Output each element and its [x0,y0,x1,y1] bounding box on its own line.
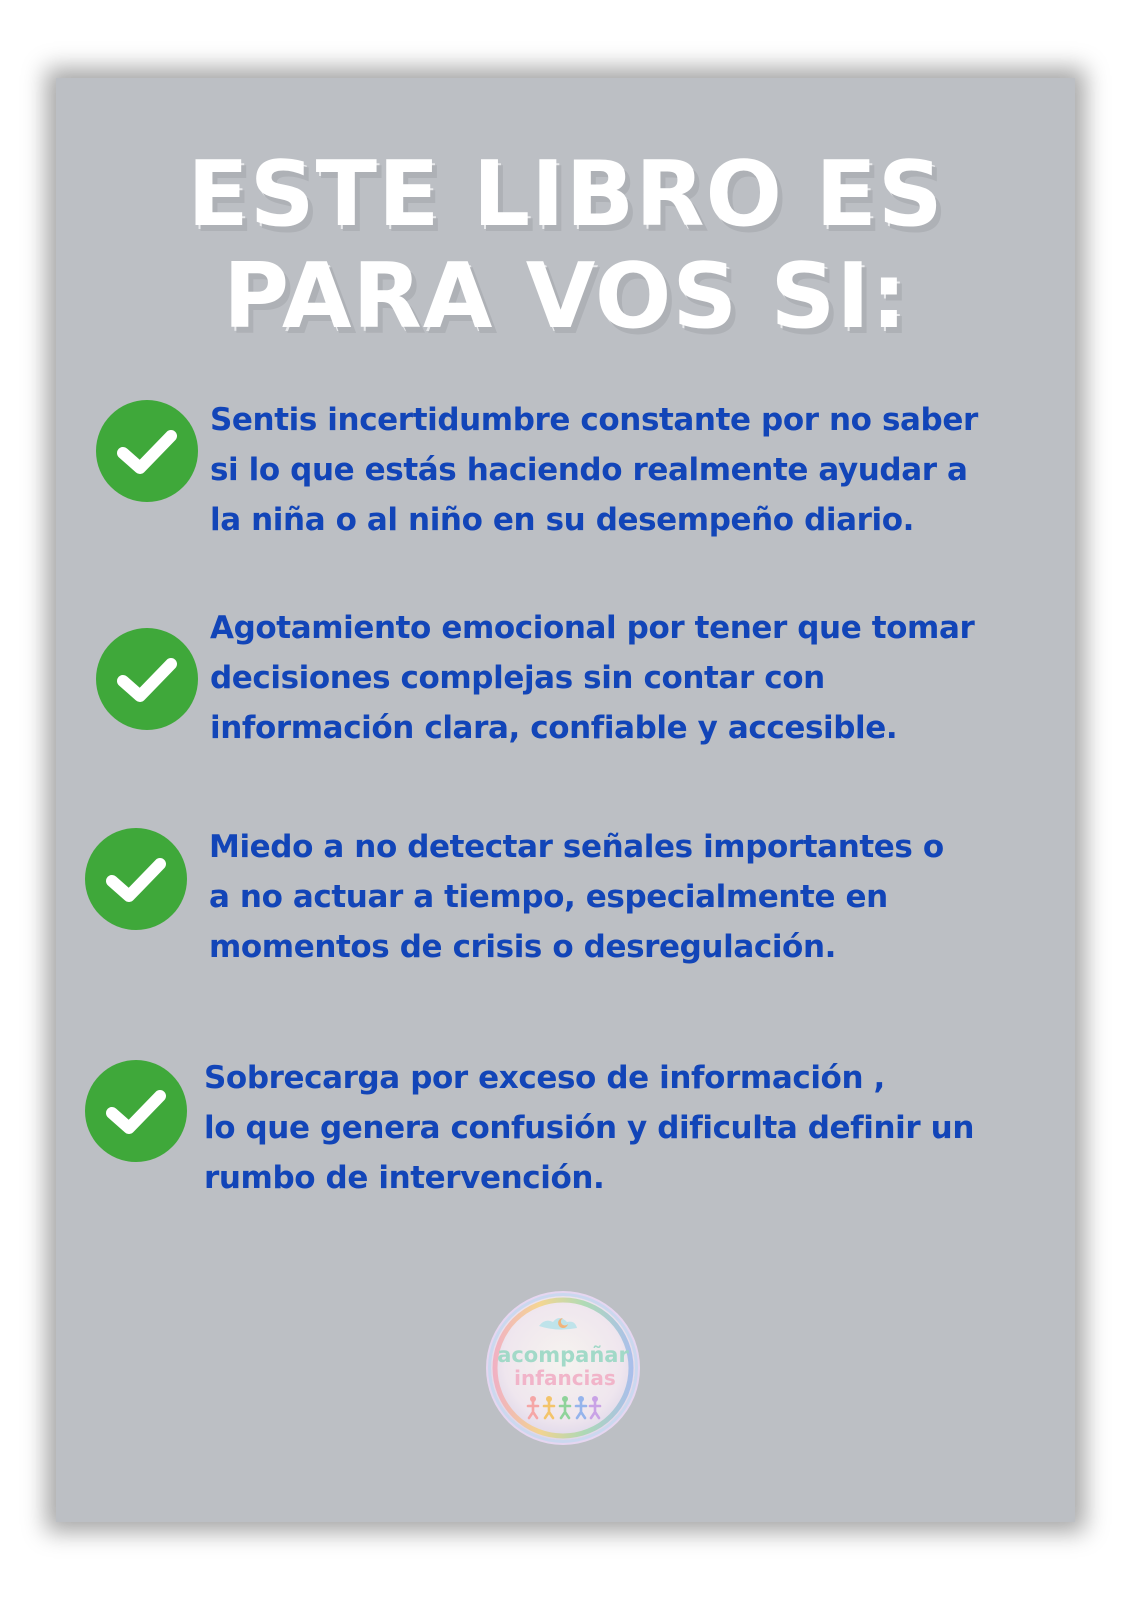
flyer-sheet [56,78,1075,1522]
check-icon [96,400,198,502]
list-item-line: la niña o al niño en su desempeño diario. [210,502,914,538]
list-item-text [210,603,974,753]
title-line-1: ESTE LIBRO ES [187,142,944,247]
logo-text-2: infancias [514,1366,616,1390]
list-item-text [209,822,944,972]
check-icon [85,828,187,930]
list-item-line: información clara, confiable y accesible. [210,710,898,746]
check-icon [85,1060,187,1162]
list-item-line: Agotamiento emocional por tener que tomar [210,610,975,646]
list-item-line: Miedo a no detectar señales importantes o [209,829,944,865]
list-item-line: Sobrecarga por exceso de información , [204,1060,885,1096]
list-item-line: si lo que estás haciendo realmente ayudar a [210,452,968,488]
list-item-line: momentos de crisis o desregulación. [209,929,836,965]
list-item-line: rumbo de intervención. [204,1160,605,1196]
logo-text-1: acompañar [497,1343,629,1367]
list-item-text [204,1053,974,1203]
list-item-line: decisiones complejas sin contar con [210,660,825,696]
list-item-line: lo que genera confusión y dificulta definir un [204,1110,975,1146]
list-item-text [210,395,978,545]
title-line-2: PARA VOS SI: [223,244,908,349]
list-item-line: a no actuar a tiempo, especialmente en [209,879,888,915]
page-title [56,144,1075,348]
list-item-line: Sentis incertidumbre constante por no saber [210,402,978,438]
brand-logo [491,1296,635,1440]
check-icon [96,628,198,730]
